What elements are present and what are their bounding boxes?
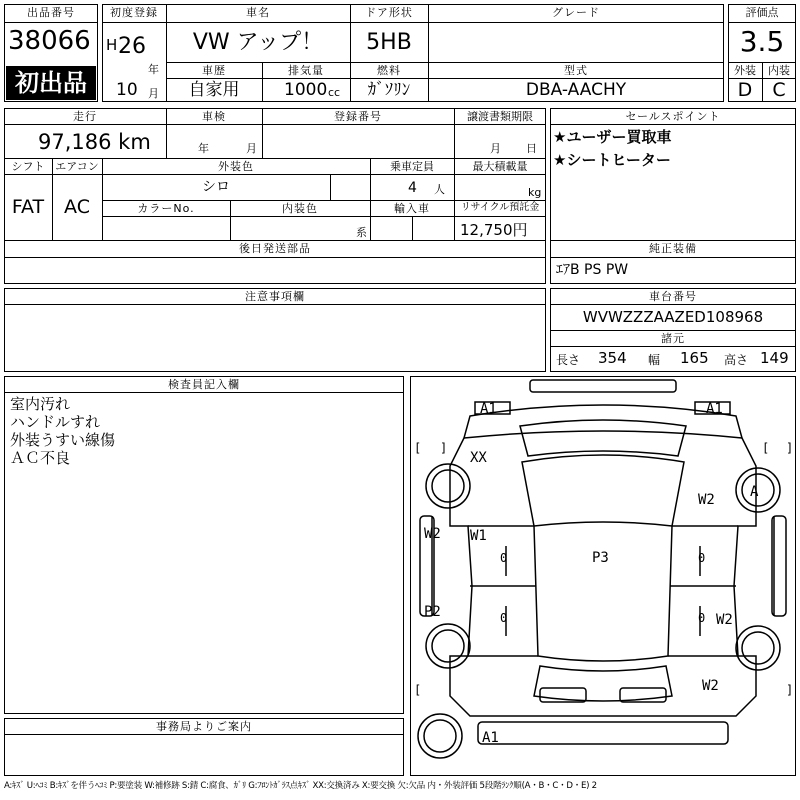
reg-era: H [106, 36, 118, 54]
notes-label: 注意事項欄 [245, 290, 305, 303]
footer-legend: A:ｷｽﾞ U:ﾍｺﾐ B:ｷｽﾞを伴うﾍｺﾐ P:要塗装 W:補修跡 S:錆 C:腐食、ｶﾞﾘ G:ﾌﾛﾝﾄｶﾞﾗｽ点ｷｽﾞ XX:交換済み X:要交換 欠:欠品 内・外装評価 5段階ﾗﾝｸ順(A・B・C・D・E) 2 [4, 781, 597, 791]
int-color-label: 内装色 [282, 202, 318, 215]
model-value: DBA-AACHY [525, 80, 627, 100]
inspector-note-4: ＡＣ不良 [10, 449, 71, 467]
load-label: 最大積載量 [472, 160, 528, 173]
inspection-label: 車検 [202, 110, 226, 123]
mileage-label: 走行 [73, 110, 97, 123]
chassis-value: WVWZZZAAZED108968 [582, 308, 764, 326]
equipment-value: ｴｱB PS PW [556, 262, 629, 278]
door-label: ドア形状 [365, 6, 413, 19]
displacement-unit: cc [328, 86, 341, 99]
ac-value: AC [64, 196, 90, 218]
bracket-6: ] [786, 683, 794, 697]
shift-label: シフト [11, 160, 45, 173]
score-value: 3.5 [739, 25, 785, 58]
grade-label: グレード [552, 6, 600, 19]
car-diagram [410, 376, 796, 776]
inspector-note-2: ハンドルすれ [10, 413, 101, 431]
ext-color-value: シロ [202, 179, 230, 195]
reg-label: 初度登録 [110, 6, 158, 19]
zero-left-rear: 0 [500, 611, 508, 625]
transfer-day-unit: 日 [526, 142, 537, 155]
height-value: 149 [760, 349, 789, 367]
inspector-note-3: 外装うすい線傷 [10, 431, 116, 449]
width-label: 幅 [648, 353, 661, 367]
mark-xx: XX [470, 450, 487, 466]
mark-w2-right-rear: W2 [716, 612, 733, 628]
mark-w1: W1 [470, 528, 487, 544]
office-label: 事務局よりご案内 [156, 720, 252, 733]
history-label: 車歴 [202, 64, 226, 77]
dims-label: 諸元 [661, 332, 685, 345]
lot-label: 出品番号 [27, 6, 75, 19]
shift-value: FAT [11, 196, 45, 218]
width-value: 165 [680, 349, 709, 367]
fuel-label: 燃料 [377, 64, 401, 77]
plate-label: 登録番号 [334, 110, 382, 123]
name-label: 車名 [246, 6, 270, 19]
transfer-month-unit: 月 [490, 142, 501, 155]
zero-right-rear: 0 [698, 611, 706, 625]
model-label: 型式 [564, 64, 588, 77]
int-color-unit: 系 [356, 226, 367, 239]
later-parts-label: 後日発送部品 [239, 242, 311, 255]
displacement-value: 1000 [284, 80, 328, 100]
length-value: 354 [598, 349, 627, 367]
recycle-label: リサイクル預託金 [460, 202, 540, 213]
mark-a: A [750, 484, 759, 500]
reg-month: 10 [116, 80, 138, 100]
mark-a1-front-left: A1 [480, 401, 497, 417]
capacity-unit: 人 [434, 183, 445, 196]
sales-point-2: ★シートヒーター [553, 151, 671, 169]
score-label: 評価点 [745, 6, 779, 19]
fuel-value: ｶﾞｿﾘﾝ [367, 80, 411, 100]
interior-label: 内装 [768, 64, 790, 77]
lot-number: 38066 [8, 26, 91, 56]
zero-right-front: 0 [698, 551, 706, 565]
reg-year-unit: 年 [148, 63, 159, 76]
length-label: 長さ [556, 353, 581, 367]
history-value: 自家用 [188, 80, 240, 100]
bracket-4: ] [786, 441, 794, 455]
inspector-label: 検査員記入欄 [168, 378, 240, 391]
exterior-label: 外装 [734, 64, 756, 77]
car-name: VW アップ！ [192, 30, 324, 55]
inspection-year-unit: 年 [198, 142, 209, 155]
bracket-3: [ [762, 441, 770, 455]
reg-month-unit: 月 [148, 87, 159, 100]
ext-color-label: 外装色 [218, 160, 254, 173]
bracket-2: ] [440, 441, 448, 455]
interior-value: C [772, 79, 786, 101]
capacity-value: 4 [408, 180, 417, 196]
color-no-label: カラーNo. [137, 202, 195, 215]
transfer-label: 譲渡書類期限 [467, 110, 533, 123]
ac-label: エアコン [55, 160, 99, 173]
recycle-value: 12,750円 [460, 221, 528, 239]
bracket-5: [ [414, 683, 422, 697]
import-label: 輸入車 [394, 202, 430, 215]
equipment-label: 純正装備 [649, 242, 697, 255]
mark-w2-rear: W2 [702, 678, 719, 694]
height-label: 高さ [724, 353, 749, 367]
mileage-value: 97,186 km [38, 130, 151, 154]
capacity-label: 乗車定員 [390, 160, 434, 173]
reg-year: 26 [118, 34, 146, 59]
load-unit: kg [528, 186, 542, 199]
inspection-month-unit: 月 [246, 142, 257, 155]
mark-w2-right-front: W2 [698, 492, 715, 508]
mark-p3: P3 [592, 550, 609, 566]
door-value: 5HB [366, 30, 412, 55]
zero-left-front: 0 [500, 551, 508, 565]
sales-point-1: ★ユーザー買取車 [553, 128, 672, 146]
mark-a1-front-right: A1 [706, 401, 723, 417]
exterior-value: D [737, 79, 753, 101]
mark-a1-rear: A1 [482, 730, 499, 746]
displacement-label: 排気量 [288, 64, 324, 77]
sales-label: セールスポイント [625, 110, 721, 123]
first-listing-badge: 初出品 [6, 66, 96, 100]
bracket-1: [ [414, 441, 422, 455]
mark-p2: P2 [424, 604, 441, 620]
chassis-label: 車台番号 [649, 290, 697, 303]
mark-w2-left-rail: W2 [424, 526, 441, 542]
inspector-note-1: 室内汚れ [10, 395, 71, 413]
